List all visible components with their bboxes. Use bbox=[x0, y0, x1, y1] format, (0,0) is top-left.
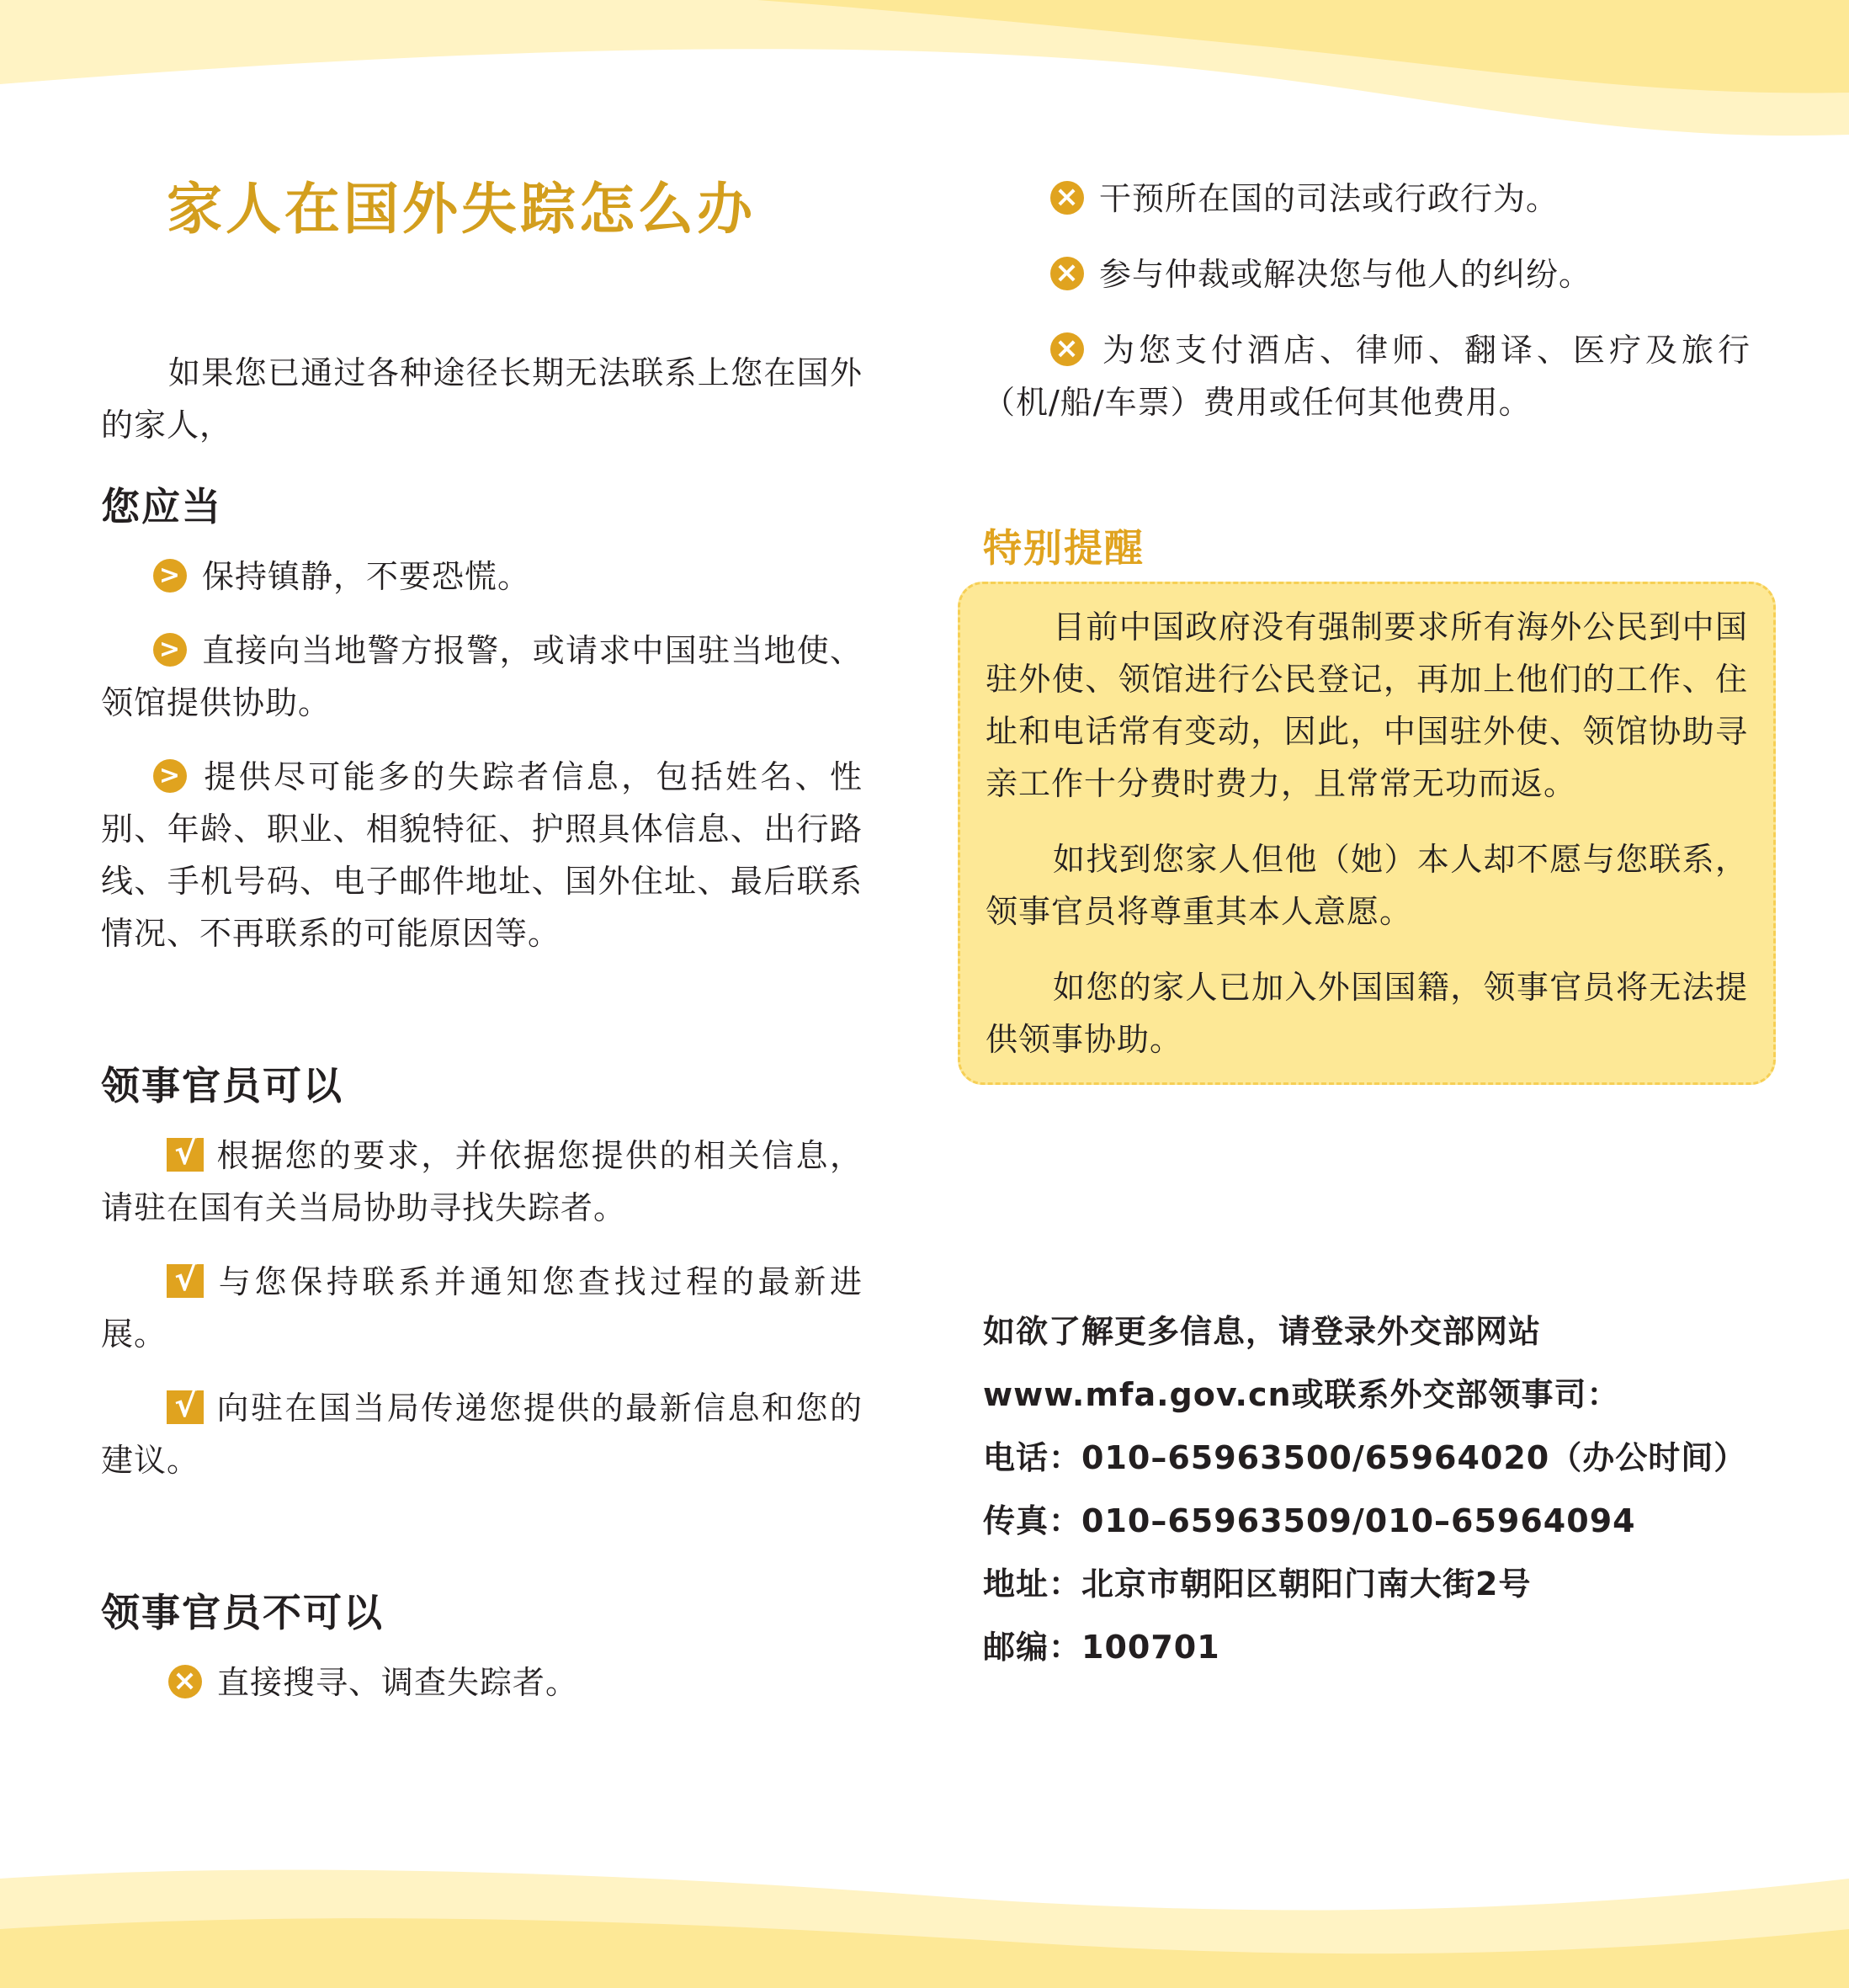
contact-info bbox=[983, 1300, 1751, 1679]
arrow-circle-icon bbox=[153, 633, 187, 667]
arrow-circle-icon bbox=[153, 559, 187, 593]
can-heading: 领事官员可以 bbox=[101, 1063, 343, 1108]
cross-circle-icon bbox=[1050, 181, 1084, 215]
website-line: www.mfa.gov.cn或联系外交部领事司： bbox=[983, 1376, 1620, 1413]
arrow-circle-icon bbox=[153, 759, 187, 793]
reminder-heading: 特别提醒 bbox=[983, 525, 1145, 571]
reminder-paragraph: 如您的家人已加入外国国籍，领事官员将无法提供领事协助。 bbox=[986, 969, 1748, 1058]
cross-circle-icon bbox=[1050, 332, 1084, 366]
reminder-box bbox=[958, 582, 1776, 1085]
can-item: √与您保持联系并通知您查找过程的最新进展。 bbox=[101, 1256, 863, 1360]
page-title: 家人在国外失踪怎么办 bbox=[167, 176, 756, 242]
cannot-list-left bbox=[101, 1656, 863, 1709]
phone-line: 电话：010–65963500/65964020（办公时间） bbox=[983, 1439, 1747, 1476]
can-item: √向驻在国当局传递您提供的最新信息和您的建议。 bbox=[101, 1382, 863, 1486]
cross-circle-icon bbox=[1050, 257, 1084, 290]
should-item: >提供尽可能多的失踪者信息，包括姓名、性别、年龄、职业、相貌特征、护照具体信息、出行路线、手机号码、电子邮件地址、国外住址、最后联系情况、不再联系的可能原因等。 bbox=[101, 751, 863, 959]
should-list bbox=[101, 550, 863, 959]
check-box-icon bbox=[167, 1264, 204, 1298]
can-item: √根据您的要求，并依据您提供的相关信息，请驻在国有关当局协助寻找失踪者。 bbox=[101, 1130, 863, 1234]
should-item: >保持镇静，不要恐慌。 bbox=[101, 550, 863, 603]
check-box-icon bbox=[167, 1390, 204, 1424]
should-item: >直接向当地警方报警，或请求中国驻当地使、领馆提供协助。 bbox=[101, 625, 863, 729]
cannot-item: ×参与仲裁或解决您与他人的纠纷。 bbox=[983, 248, 1751, 300]
cross-circle-icon bbox=[168, 1665, 202, 1698]
cannot-item: ×直接搜寻、调查失踪者。 bbox=[101, 1656, 863, 1709]
cannot-heading: 领事官员不可以 bbox=[101, 1590, 384, 1635]
cannot-item: ×干预所在国的司法或行政行为。 bbox=[983, 173, 1751, 225]
top-wave-decoration bbox=[0, 0, 1849, 151]
contact-line: 如欲了解更多信息，请登录外交部网站 bbox=[983, 1313, 1542, 1350]
can-list bbox=[101, 1130, 863, 1486]
reminder-paragraph: 如找到您家人但他（她）本人却不愿与您联系，领事官员将尊重其本人意愿。 bbox=[986, 841, 1748, 930]
should-heading: 您应当 bbox=[101, 484, 222, 529]
intro-paragraph: 如果您已通过各种途径长期无法联系上您在国外的家人， bbox=[101, 354, 863, 444]
check-box-icon bbox=[167, 1138, 204, 1172]
left-column bbox=[101, 168, 863, 1709]
bottom-wave-decoration bbox=[0, 1862, 1849, 1988]
reminder-paragraph: 目前中国政府没有强制要求所有海外公民到中国驻外使、领馆进行公民登记，再加上他们的工作、住址和电话常有变动，因此，中国驻外使、领馆协助寻亲工作十分费时费力，且常常无功而返。 bbox=[986, 609, 1748, 802]
cannot-list-right bbox=[983, 173, 1751, 428]
cannot-item: ×为您支付酒店、律师、翻译、医疗及旅行（机/船/车票）费用或任何其他费用。 bbox=[983, 324, 1751, 428]
fax-line: 传真：010–65963509/010–65964094 bbox=[983, 1502, 1636, 1539]
right-column bbox=[983, 173, 1751, 1679]
postcode-line: 邮编：100701 bbox=[983, 1629, 1220, 1666]
address-line: 地址：北京市朝阳区朝阳门南大街2号 bbox=[983, 1565, 1532, 1603]
